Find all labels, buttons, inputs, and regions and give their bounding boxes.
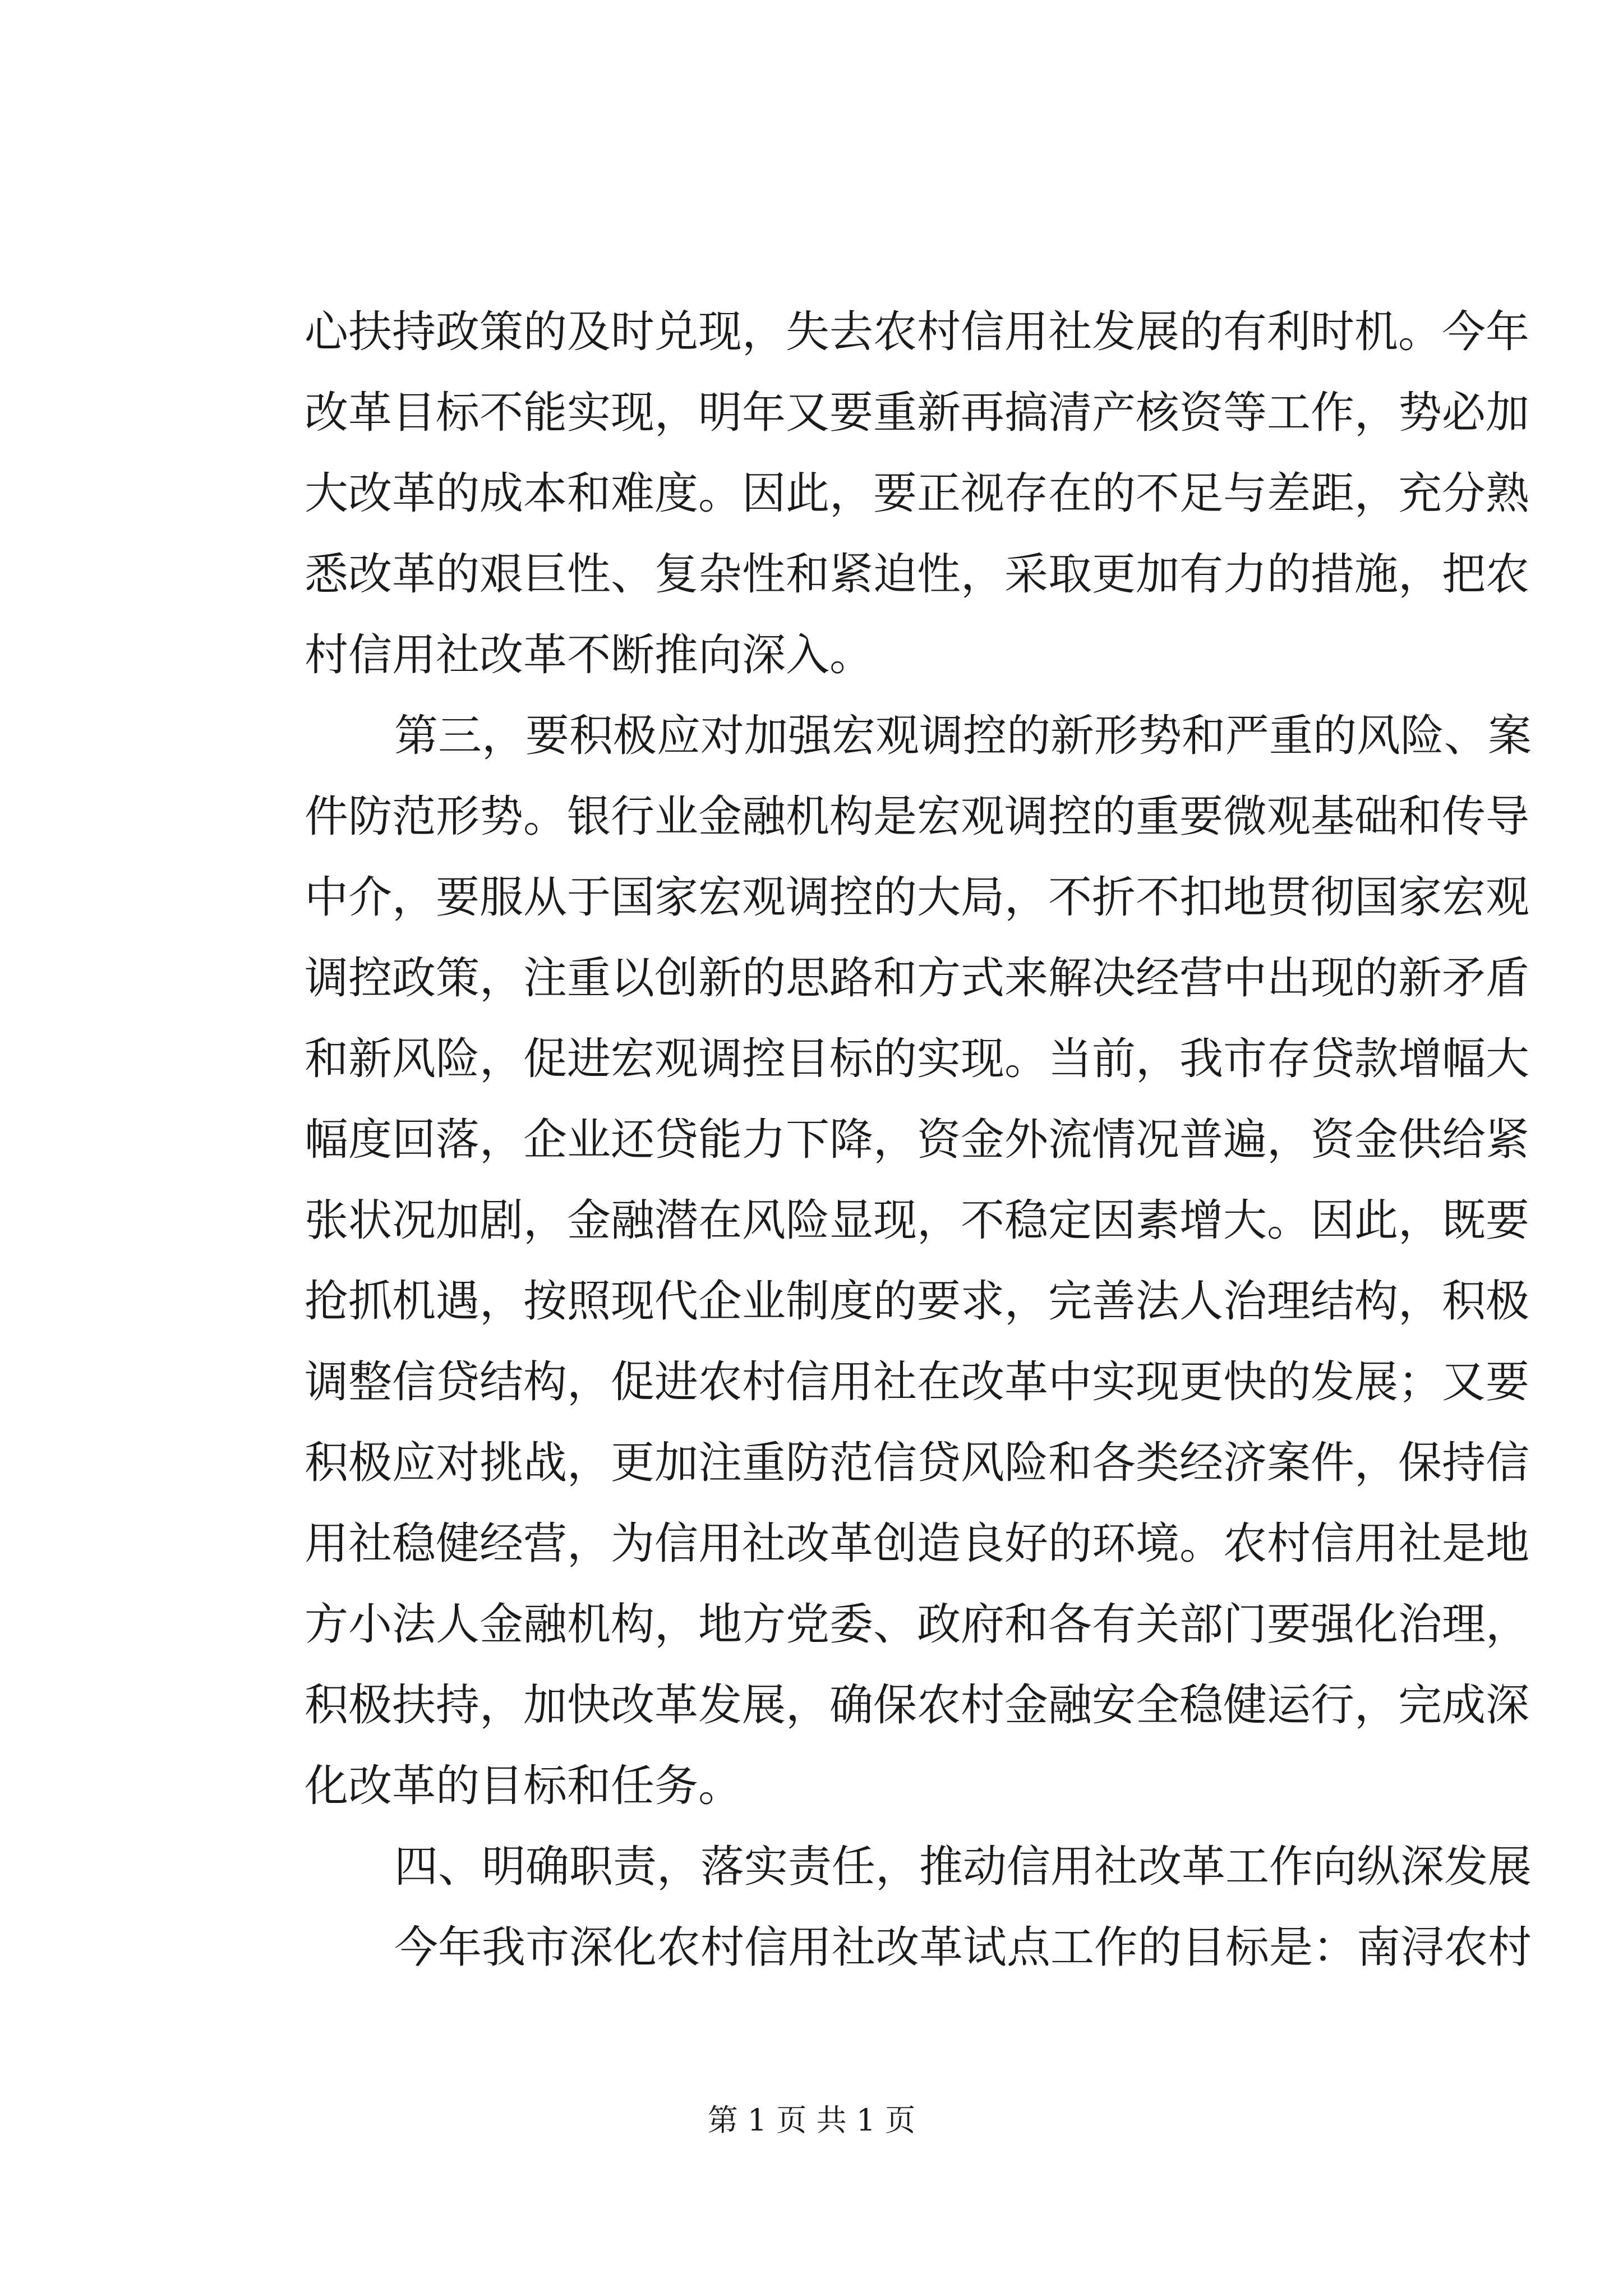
- text-line: 幅度回落，企业还贷能力下降，资金外流情况普遍，资金供给紧: [305, 1115, 1530, 1165]
- paragraph-first-line: 今年我市深化农村信用社改革试点工作的目标是：南浔农村: [394, 1922, 1532, 1973]
- text-line: 调控政策，注重以创新的思路和方式来解决经营中出现的新矛盾: [305, 953, 1530, 1004]
- text-line: 大改革的成本和难度。因此，要正视存在的不足与差距，充分熟: [305, 468, 1530, 519]
- text-line: 积极扶持，加快改革发展，确保农村金融安全稳健运行，完成深: [305, 1680, 1530, 1731]
- text-line: 调整信贷结构，促进农村信用社在改革中实现更快的发展；又要: [305, 1357, 1530, 1407]
- section-heading: 四、明确职责，落实责任，推动信用社改革工作向纵深发展: [394, 1842, 1532, 1892]
- text-line: 和新风险，促进宏观调控目标的实现。当前，我市存贷款增幅大: [305, 1034, 1530, 1084]
- text-line: 中介，要服从于国家宏观调控的大局，不折不扣地贯彻国家宏观: [305, 872, 1530, 923]
- text-line: 改革目标不能实现，明年又要重新再搞清产核资等工作，势必加: [305, 388, 1530, 438]
- text-line: 方小法人金融机构，地方党委、政府和各有关部门要强化治理，: [305, 1599, 1530, 1650]
- text-line: 村信用社改革不断推向深入。: [305, 630, 874, 680]
- text-line: 张状况加剧，金融潜在风险显现，不稳定因素增大。因此，既要: [305, 1195, 1530, 1246]
- text-line: 心扶持政策的及时兑现，失去农村信用社发展的有利时机。今年: [305, 307, 1530, 357]
- text-line: 抢抓机遇，按照现代企业制度的要求，完善法人治理结构，积极: [305, 1276, 1530, 1327]
- text-line: 积极应对挑战，更加注重防范信贷风险和各类经济案件，保持信: [305, 1438, 1530, 1488]
- page-footer: 第 1 页 共 1 页: [707, 2102, 916, 2138]
- text-line: 悉改革的艰巨性、复杂性和紧迫性，采取更加有力的措施，把农: [305, 549, 1530, 600]
- paragraph-first-line: 第三，要积极应对加强宏观调控的新形势和严重的风险、案: [394, 711, 1532, 761]
- text-line: 用社稳健经营，为信用社改革创造良好的环境。农村信用社是地: [305, 1519, 1530, 1569]
- text-line: 件防范形势。银行业金融机构是宏观调控的重要微观基础和传导: [305, 792, 1530, 842]
- document-body: [305, 292, 1532, 1988]
- text-line: 化改革的目标和任务。: [305, 1761, 743, 1811]
